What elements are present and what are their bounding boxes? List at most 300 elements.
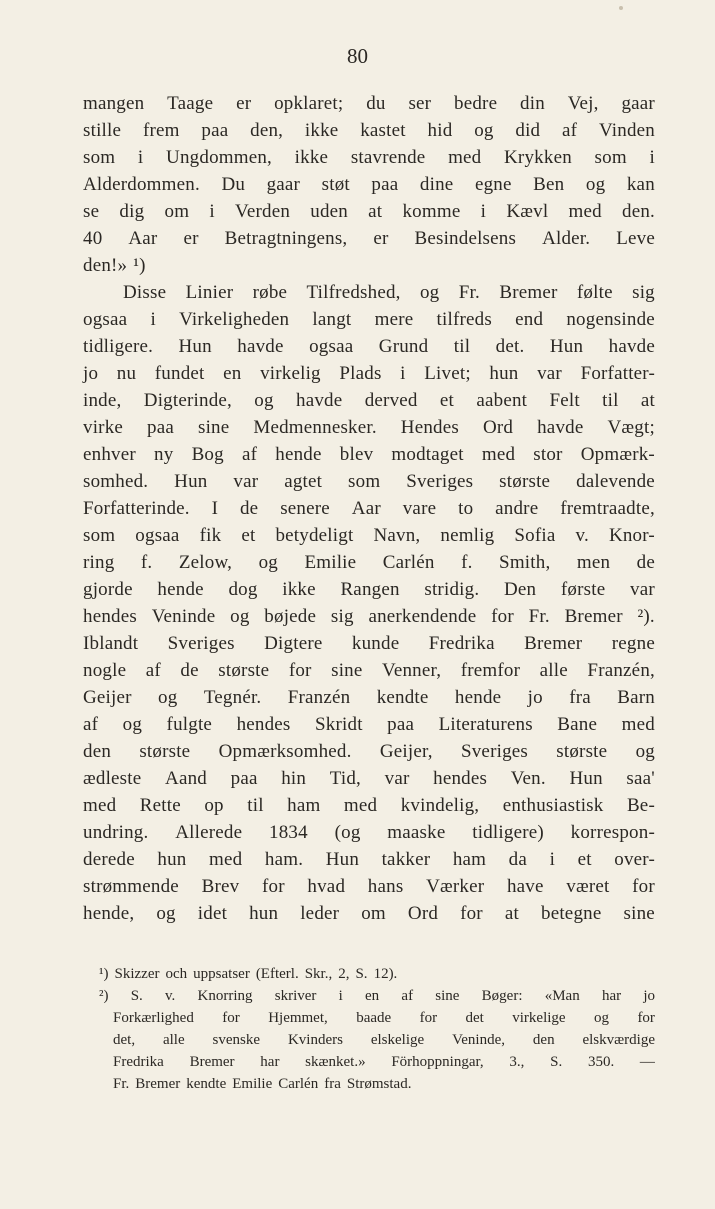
text-line [83,657,655,684]
word: ser [408,93,432,114]
word: Verden [235,201,291,222]
word: Aar [128,228,158,249]
text-line [83,252,655,279]
word: betegne [541,903,602,924]
word: svenske [212,1032,261,1048]
word: hin [281,768,307,789]
word: agtet [284,471,323,492]
word: som [348,471,381,492]
word: Kvinders [287,1032,343,1048]
word: til [247,795,264,816]
word: og [585,174,606,195]
word: enthusiastisk [502,795,604,816]
word: for [288,660,312,681]
word: var [233,471,259,492]
word: og [474,120,494,141]
word: de [180,660,199,681]
word: din [520,93,545,114]
word: til [453,336,471,357]
word: S. [550,1054,563,1070]
word: i [338,988,343,1004]
text-line [83,198,655,225]
word: største [499,471,551,492]
word: fremtraadte, [560,498,655,519]
text-line [83,225,655,252]
word: Barn [617,687,655,708]
text-line [83,819,655,846]
word: Franzén [287,687,351,708]
word: var [537,363,562,384]
word: havde [296,390,343,411]
word: ²). [637,606,655,627]
word: sine [435,988,460,1004]
word: Tegnér. [203,687,262,708]
word: hendes [236,714,291,735]
word: de [239,498,259,519]
word: i [137,147,144,168]
word: stridig. [424,579,480,600]
word: Bane [557,714,598,735]
word: et [241,525,256,546]
word: for [632,876,655,897]
word: af [145,660,161,681]
page-number: 80 [347,44,368,68]
word: Opmærksomhed. [218,741,352,762]
word: Kævl [506,201,549,222]
word: det, [113,1032,136,1048]
word: to [458,498,474,519]
word: ikke [294,147,329,168]
word: bøjede [264,606,317,627]
word: blev [339,444,374,465]
word: fundet [154,363,205,384]
word: og [156,903,176,924]
footnote-line [113,1051,655,1073]
word: virke [83,417,124,438]
word: Brev [201,876,240,897]
word: langt [312,309,352,330]
text-line [83,414,655,441]
word: Krykken [504,147,572,168]
word: Bøger: [481,988,523,1004]
word: egne [474,174,512,195]
word: Hun [178,336,212,357]
word: ¹) [133,255,146,276]
word: fra [569,687,591,708]
word: i [549,849,556,870]
word: gaar [266,174,301,195]
word: du [366,93,386,114]
word: gjorde [83,579,133,600]
text-line [83,630,655,657]
text-line [83,117,655,144]
word: senere [280,498,330,519]
word: Tilfredshed, [306,282,401,303]
word: sig [632,282,655,303]
word: den!» [83,255,128,276]
footnote-line [99,963,655,985]
word: Hun [569,768,603,789]
word: er [373,228,389,249]
word: og [230,606,250,627]
word: Carlén [382,552,435,573]
text-line [83,360,655,387]
word: hid [427,120,453,141]
word: at [504,903,519,924]
word: har [601,988,622,1004]
word: Taage [167,93,214,114]
word: dalevende [576,471,655,492]
word: med [481,444,516,465]
word: hende [275,444,322,465]
word: i [209,201,215,222]
text-line [83,900,655,927]
text-line [83,792,655,819]
word: som [83,147,116,168]
word: et [577,849,592,870]
word: Værker [426,876,485,897]
word: Rangen [340,579,400,600]
word: har [260,1054,280,1070]
word: Alderdommen. [83,174,200,195]
word: ham [287,795,321,816]
word: Den [503,579,537,600]
word: undring. [83,822,149,843]
word: jo [527,687,543,708]
word: ham [452,849,487,870]
word: (Efterl. [255,966,299,982]
word: Disse [123,282,167,303]
word: stor [533,444,563,465]
word: Skridt [315,714,363,735]
word: Forfatterinde. [83,498,190,519]
word: ogsaa [135,525,180,546]
word: derede [83,849,135,870]
word: somhed. [83,471,149,492]
word: Hjemmet, [268,1010,328,1026]
word: jo [643,988,655,1004]
word: dig [119,201,145,222]
word: hende [157,579,204,600]
word: idet [197,903,228,924]
word: kan [626,174,655,195]
word: i [649,147,655,168]
word: af [401,988,414,1004]
word: Bremer [524,633,583,654]
word: hendes [83,606,137,627]
word: kendte [186,1076,227,1092]
word: en [223,363,242,384]
word: og [158,687,178,708]
word: ny [154,444,174,465]
word: Emilie [304,552,357,573]
word: skænket.» [305,1054,366,1070]
word: alle [539,660,568,681]
word: derved [364,390,418,411]
word: alle [162,1032,185,1048]
word: paa [387,714,415,735]
word: baade [356,1010,392,1026]
word: Forfatter- [580,363,655,384]
word: Veninde [151,606,216,627]
word: hun [157,849,187,870]
word: Skizzer [114,966,160,982]
word: Geijer [83,687,132,708]
word: Bremer [189,1054,235,1070]
word: Hun [549,336,584,357]
word: Digterinde, [143,390,232,411]
word: fulgte [166,714,213,735]
word: S. [355,966,368,982]
word: hans [367,876,404,897]
word: Medmennesker. [253,417,377,438]
word: af [241,444,258,465]
word: ham. [264,849,304,870]
word: S. [130,988,143,1004]
word: til [602,390,619,411]
word: v. [575,525,589,546]
word: kvindelig, [400,795,480,816]
text-line [83,468,655,495]
word: korrespon- [570,822,655,843]
word: Hun [325,849,360,870]
word: fra [324,1076,341,1092]
word: Veninde, [452,1032,505,1048]
word: Allerede [175,822,243,843]
word: Geijer, [379,741,433,762]
word: Sofia [514,525,556,546]
word: en [365,988,380,1004]
word: paa [201,120,229,141]
word: Smith, [499,552,551,573]
word: paa [147,417,174,438]
word: Knorring [197,988,253,1004]
word: om [164,201,190,222]
word: sine [331,660,363,681]
word: for [222,1010,240,1026]
footnote-line [113,1007,655,1029]
word: elskelige [370,1032,425,1048]
word: uden [310,201,348,222]
word: den. [622,201,655,222]
word: kastet [360,120,406,141]
word: Hendes [400,417,459,438]
word: af [83,714,99,735]
word: Vej, [567,93,599,114]
word: Leve [616,228,655,249]
text-line [83,306,655,333]
word: paa [230,768,258,789]
word: frem [142,120,180,141]
footnote-line [113,1029,655,1051]
word: Emilie [232,1076,273,1092]
word: sig [330,606,354,627]
word: komme [402,201,461,222]
word: sine [197,417,230,438]
word: Ord [407,903,439,924]
word: 350. [587,1054,615,1070]
footnote-line [99,985,655,1007]
word: Franzén, [587,660,655,681]
word: Fr. [113,1076,130,1092]
word: Opmærk- [580,444,655,465]
word: bedre [454,93,498,114]
paper-speck [619,6,623,10]
word: (og [334,822,361,843]
word: med [448,147,482,168]
word: mere [374,309,414,330]
word: var [630,579,655,600]
word: havde [537,417,584,438]
word: største [556,741,608,762]
word: hendes [433,768,488,789]
word: f. [461,552,473,573]
word: med [343,795,378,816]
word: og [254,390,274,411]
word: Betragtningens, [224,228,348,249]
text-line [83,441,655,468]
text-line [83,549,655,576]
word: Plads [339,363,382,384]
word: Fr. [528,606,550,627]
text-line [83,90,655,117]
word: ædleste [83,768,142,789]
text-line [83,144,655,171]
word: hun [249,903,279,924]
word: største [218,660,270,681]
text-line [83,765,655,792]
word: Virkeligheden [179,309,290,330]
word: det [465,1010,484,1026]
word: Sveriges [460,741,529,762]
footnote-line [113,1073,655,1095]
word: med [83,795,117,816]
word: hende, [83,903,135,924]
word: for [491,606,514,627]
word: Fredrika [428,633,495,654]
word: anerkendende [368,606,477,627]
word: i [150,309,156,330]
text-line [83,711,655,738]
word: Aar [351,498,381,519]
word: og [635,741,655,762]
word: saa' [626,768,655,789]
word: Livet; [424,363,471,384]
text-line [83,846,655,873]
word: er [236,93,252,114]
text-line [83,387,655,414]
word: Alder. [542,228,591,249]
word: Iblandt [83,633,139,654]
word: maaske [387,822,446,843]
word: i [480,201,487,222]
word: Strømstad. [346,1076,412,1092]
word: gaar [621,93,655,114]
word: Förhoppningar, [391,1054,484,1070]
word: fremfor [460,660,521,681]
word: Hun [174,471,208,492]
word: Be- [626,795,655,816]
word: tidligere) [472,822,544,843]
word: aabent [476,390,528,411]
word: dog [228,579,258,600]
word: med [209,849,243,870]
word: ²) [99,988,109,1004]
word: Felt [549,390,580,411]
word: leder [300,903,340,924]
word: og [258,552,278,573]
word: de [636,552,655,573]
word: er [183,228,199,249]
text-line [83,603,655,630]
word: havde [608,336,655,357]
word: støt [321,174,350,195]
word: et [439,390,455,411]
word: Ungdommen, [166,147,273,168]
word: Vinden [599,120,655,141]
word: Linier [185,282,234,303]
word: nogensinde [566,309,655,330]
word: den [83,741,112,762]
word: Carlén [278,1076,319,1092]
word: dine [419,174,454,195]
word: mangen [83,93,145,114]
word: for [637,1010,655,1026]
text-line [83,279,655,306]
word: sine [623,903,655,924]
word: var [384,768,410,789]
word: virkelig [260,363,321,384]
word: stille [83,120,122,141]
word: 1834 [269,822,308,843]
word: den [532,1032,555,1048]
word: Ven. [510,768,546,789]
word: for [261,876,285,897]
word: Fredrika [113,1054,164,1070]
word: men [576,552,611,573]
word: om [361,903,386,924]
word: Zelow, [178,552,233,573]
word: Bog [191,444,224,465]
word: Bremer [135,1076,181,1092]
word: Sveriges [167,633,235,654]
word: 12). [373,966,398,982]
word: hvad [307,876,346,897]
word: — [639,1054,655,1070]
word: ikke [282,579,316,600]
word: Digtere [264,633,323,654]
word: Aand [165,768,207,789]
word: det. [495,336,525,357]
word: ogsaa [309,336,354,357]
word: Ben [533,174,565,195]
word: af [562,120,578,141]
word: f. [140,552,153,573]
word: regne [611,633,655,654]
word: takker [381,849,431,870]
word: første [560,579,606,600]
word: 3., [509,1054,525,1070]
word: Rette [139,795,181,816]
word: den, [250,120,284,141]
word: se [83,201,100,222]
word: tidligere. [83,336,154,357]
word: og [122,714,143,735]
word: ¹) [99,966,109,982]
word: som [594,147,627,168]
word: jo [83,363,99,384]
footnotes [99,963,655,1095]
